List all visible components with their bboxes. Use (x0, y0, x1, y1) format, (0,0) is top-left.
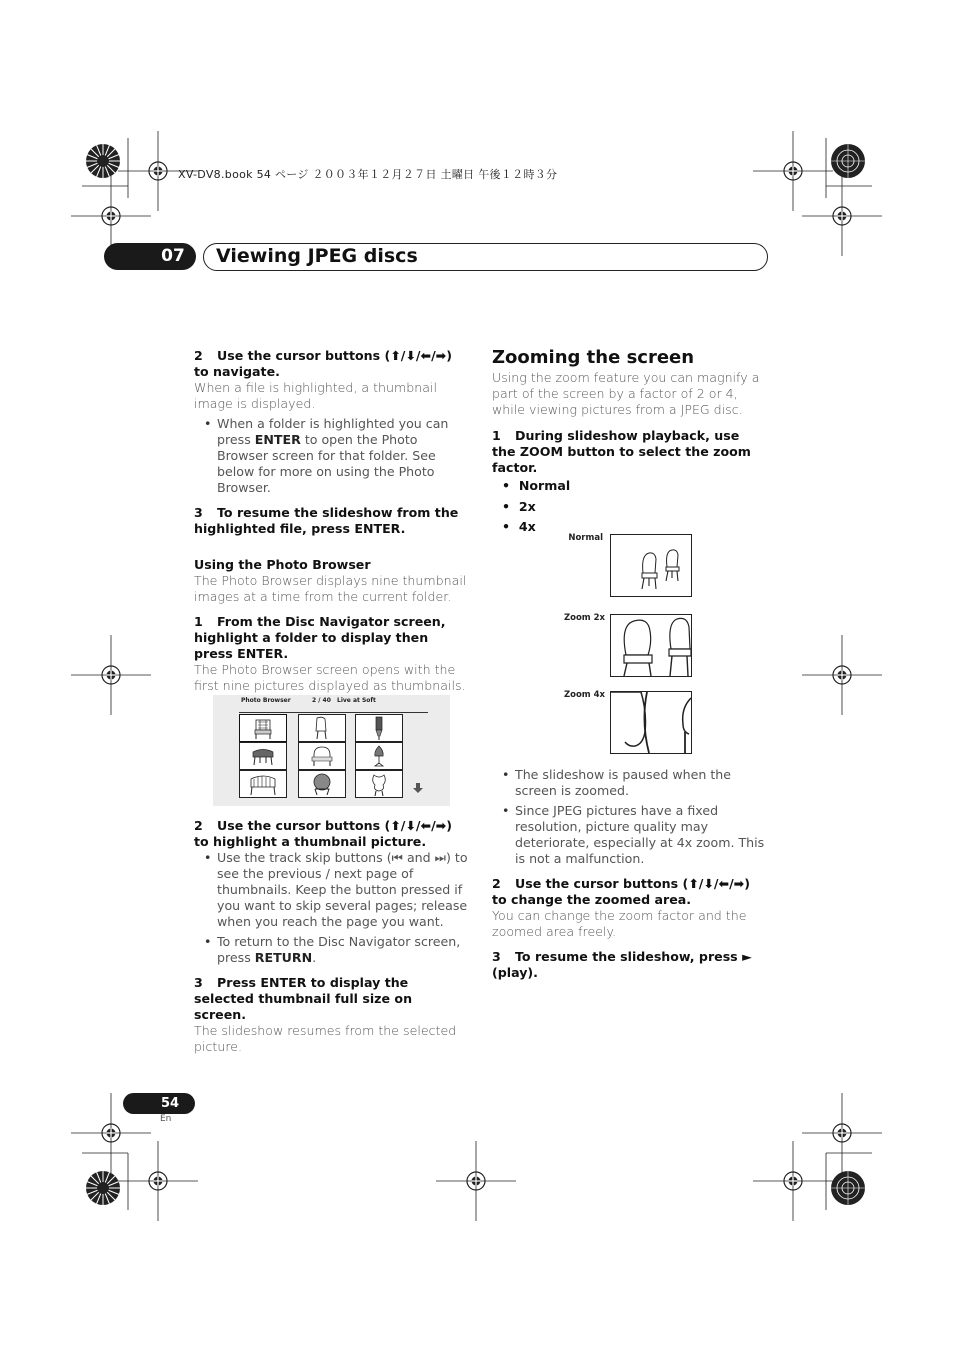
chapter-title: Viewing JPEG discs (216, 245, 418, 267)
chapter-number: 07 (161, 246, 185, 266)
bullet-folder-highlight (194, 416, 468, 496)
key-enter: ENTER (254, 432, 301, 447)
bullet-return (194, 934, 468, 966)
bullet-paused: • The slideshow is paused when the screen is zoomed. (492, 767, 766, 799)
step-highlight-thumbnail (194, 818, 468, 850)
bullet-text: When a folder is highlighted you can press (217, 416, 449, 447)
step-text: From the Disc Navigator screen, highlight a folder to display then press ENTER. (194, 614, 446, 661)
subheading-body: The Photo Browser displays nine thumbnail images at a time from the current folder. (194, 573, 467, 604)
thumbnail[interactable] (355, 714, 403, 742)
step-text: Use the cursor buttons (⬆/⬇/⬅/➡) to highlight a thumbnail picture. (194, 818, 452, 849)
step-number: 3 (492, 949, 501, 964)
right-column (492, 346, 766, 538)
step-number: 3 (194, 975, 203, 990)
step-text: To resume the slideshow from the highlighted file, press ENTER. (194, 505, 459, 536)
zoom-option: • 2x (502, 498, 536, 514)
step-number: 2 (492, 876, 501, 891)
step-navigate (194, 348, 468, 380)
zoom-option: • 4x (502, 519, 536, 534)
zoom-2x-figure (610, 614, 692, 677)
step-text: Use the cursor buttons (⬆/⬇/⬅/➡) to navigate. (194, 348, 452, 379)
step-number: 1 (194, 614, 203, 629)
fig-label-zoom4x: Zoom 4x (563, 690, 605, 700)
bullet-text: to open the Photo Browser screen for that folder. See below for more on using the Photo Browser. (217, 432, 436, 495)
step-number: 2 (194, 348, 203, 363)
step-body: You can change the zoom factor and the zoomed area freely. (492, 908, 747, 939)
step-display-full (194, 975, 468, 1023)
photo-browser-figure (213, 695, 450, 806)
step-zoom-button (492, 428, 766, 476)
bullet-text: . (312, 950, 317, 965)
thumbnail[interactable] (298, 714, 346, 742)
photo-browser-title: Photo Browser (241, 697, 291, 704)
thumbnail[interactable] (239, 742, 287, 770)
thumbnail[interactable] (298, 742, 346, 770)
step-text: Press ENTER to display the selected thumbnail full size on screen. (194, 975, 413, 1022)
fig-label-zoom2x: Zoom 2x (563, 613, 605, 623)
step-body: The Photo Browser screen opens with the first nine pictures displayed as thumbnails. (194, 662, 466, 693)
section-intro: Using the zoom feature you can magnify a part of the screen by a factor of 2 or 4, while viewing pictures from a JPEG disc. (492, 370, 760, 417)
step-number: 2 (194, 818, 203, 833)
step-text: During slideshow playback, use the ZOOM button to select the zoom factor. (492, 428, 751, 475)
key-return: RETURN (254, 950, 313, 965)
step-number: 1 (492, 428, 501, 443)
bullet-track-skip: • Use the track skip buttons (⏮ and ⏭) to see the previous / next page of thumbnails. Keep the button pressed if you want to skip several pages; release when you reach the page you want. (194, 850, 468, 930)
fig-label-normal: Normal (568, 533, 603, 543)
thumbnail[interactable] (239, 770, 287, 798)
photo-browser-page: 2 / 40 (312, 697, 331, 704)
step-resume-slideshow (492, 949, 766, 981)
zoom-option-label: 2x (518, 498, 536, 514)
left-column-lower (194, 818, 468, 1055)
step-change-area (492, 876, 766, 908)
zoom-options-list (492, 476, 766, 538)
page-number: 54 (160, 1096, 180, 1111)
zoom-option-label: 4x (518, 519, 536, 534)
step-open-folder (194, 614, 468, 662)
zoom-option-label: Normal (518, 478, 571, 493)
thumbnail[interactable] (239, 714, 287, 742)
step-body: When a file is highlighted, a thumbnail image is displayed. (194, 380, 437, 411)
zoom-option: • Normal (502, 478, 571, 493)
photo-browser-divider (239, 712, 428, 713)
right-column-lower (492, 767, 766, 981)
photo-browser-folder: Live at Soft (337, 697, 376, 704)
left-column (194, 348, 468, 694)
zoom-4x-figure (610, 691, 692, 754)
step-resume-from-file (194, 505, 468, 537)
thumbnail[interactable] (298, 770, 346, 798)
step-text: Use the cursor buttons (⬆/⬇/⬅/➡) to change the zoomed area. (492, 876, 750, 907)
print-header: XV-DV8.book 54 ページ ２００３年１２月２７日 土曜日 午後１２時３分 (178, 168, 558, 181)
step-body: The slideshow resumes from the selected picture. (194, 1023, 457, 1054)
bullet-text: To return to the Disc Navigator screen, press (217, 934, 461, 965)
thumbnail[interactable] (355, 742, 403, 770)
arrow-down-icon (413, 782, 423, 794)
subheading-photo-browser: Using the Photo Browser (194, 557, 371, 572)
page-language: En (160, 1114, 172, 1124)
zoom-normal-figure (610, 534, 692, 597)
thumbnail[interactable] (355, 770, 403, 798)
bullet-resolution: • Since JPEG pictures have a fixed resolution, picture quality may deteriorate, especially at 4x zoom. This is not a malfunction. (492, 803, 766, 867)
step-number: 3 (194, 505, 203, 520)
section-title-zoom: Zooming the screen (492, 347, 695, 368)
step-text: To resume the slideshow, press ► (play). (492, 949, 752, 980)
